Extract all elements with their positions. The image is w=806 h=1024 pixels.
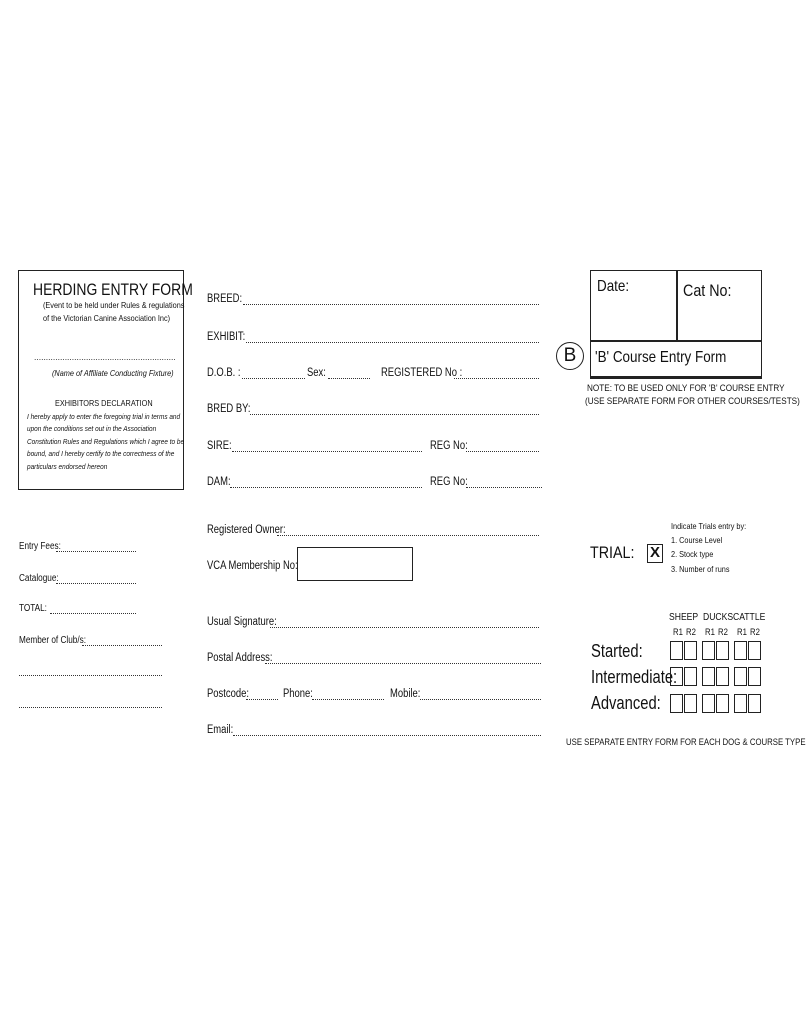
club-line-2[interactable] [19,707,162,708]
declaration-title: EXHIBITORS DECLARATION [55,398,153,408]
catalogue-label: Catalogue: [19,573,59,584]
level-advanced-label: Advanced: [591,693,661,713]
indicate-item-1: 1. Course Level [671,535,723,545]
course-note-line-2: (USE SEPARATE FORM FOR OTHER COURSES/TESTS) [585,396,800,407]
advanced-cattle-r1-box[interactable] [734,694,747,713]
postal-address-field[interactable] [265,663,541,664]
dob-field[interactable] [242,378,305,379]
trial-check-mark: X [649,544,660,561]
form-title: HERDING ENTRY FORM [33,280,193,299]
intermediate-sheep-r2-box[interactable] [684,667,697,686]
intermediate-sheep-r1-box[interactable] [670,667,683,686]
mobile-label: Mobile: [390,688,421,700]
mobile-field[interactable] [420,699,541,700]
dam-reg-label: REG No: [430,476,468,488]
advanced-ducks-r2-box[interactable] [716,694,729,713]
started-sheep-r2-box[interactable] [684,641,697,660]
indicate-item-3: 3. Number of runs [671,564,730,574]
course-title: 'B' Course Entry Form [595,349,727,366]
sire-label: SIRE: [207,440,232,452]
started-ducks-r2-box[interactable] [716,641,729,660]
level-started-label: Started: [591,641,643,661]
course-title-top-rule [590,340,762,342]
cattle-r1-label: R1 [737,627,747,637]
date-catno-divider [676,270,678,341]
sheep-r2-label: R2 [686,627,696,637]
intermediate-ducks-r2-box[interactable] [716,667,729,686]
declaration-text [27,411,184,473]
trial-label: TRIAL: [590,543,635,562]
entry-fees-label: Entry Fees: [19,541,61,552]
exhibit-label: EXHIBIT: [207,331,246,343]
club-line-1[interactable] [19,675,162,676]
intermediate-cattle-r1-box[interactable] [734,667,747,686]
sire-field[interactable] [232,451,422,452]
breed-label: BREED: [207,293,243,305]
intermediate-ducks-r1-box[interactable] [702,667,715,686]
started-cattle-r2-box[interactable] [748,641,761,660]
course-note-line-1: NOTE: TO BE USED ONLY FOR 'B' COURSE ENTRY [587,383,785,394]
stock-cattle-label: CATTLE [733,612,766,623]
sire-reg-label: REG No: [430,440,468,452]
total-label: TOTAL: [19,603,47,614]
indicate-item-2: 2. Stock type [671,549,714,559]
vca-membership-input[interactable] [297,547,413,581]
dam-field[interactable] [230,487,422,488]
affiliate-name-field[interactable]: ............................................................ [34,352,176,362]
trial-checkbox[interactable] [647,544,663,563]
stock-sheep-label: SHEEP [669,612,699,623]
cat-no-label[interactable]: Cat No: [683,281,732,300]
phone-field[interactable] [312,699,384,700]
advanced-ducks-r1-box[interactable] [702,694,715,713]
declaration-line: Constitution Rules and Regulations which I agree to be [27,436,185,446]
declaration-line: I hereby apply to enter the foregoing trial in terms and [27,412,181,421]
cattle-r2-label: R2 [750,627,760,637]
course-letter-badge [556,342,584,370]
subtitle-line-2: of the Victorian Canine Association Inc) [43,313,171,323]
breed-field[interactable] [243,304,539,305]
catalogue-field[interactable] [56,583,136,584]
declaration-line: particulars endorsed hereon [27,461,108,471]
started-ducks-r1-box[interactable] [702,641,715,660]
postcode-field[interactable] [246,699,278,700]
intermediate-cattle-r2-box[interactable] [748,667,761,686]
dam-reg-field[interactable] [466,487,542,488]
level-intermediate-label: Intermediate: [591,667,678,687]
date-label[interactable]: Date: [597,278,630,295]
declaration-line: bound, and I hereby certify to the correctness of the [27,449,175,459]
sex-field[interactable] [328,378,370,379]
postal-address-label: Postal Address: [207,652,273,664]
started-cattle-r1-box[interactable] [734,641,747,660]
phone-label: Phone: [283,688,313,700]
bred-by-label: BRED BY: [207,403,251,415]
usual-signature-field[interactable] [270,627,539,628]
ducks-r1-label: R1 [705,627,715,637]
course-letter: B [563,345,577,366]
exhibit-field[interactable] [246,342,539,343]
usual-signature-label: Usual Signature: [207,616,277,628]
advanced-sheep-r1-box[interactable] [670,694,683,713]
started-sheep-r1-box[interactable] [670,641,683,660]
registered-no-field[interactable] [454,378,539,379]
email-label: Email: [207,724,234,736]
ducks-r2-label: R2 [718,627,728,637]
stock-ducks-label: DUCKS [703,612,734,623]
course-title-bottom-rule [590,376,762,378]
member-of-clubs-label: Member of Club/s: [19,635,86,646]
email-field[interactable] [233,735,541,736]
affiliate-caption: (Name of Affiliate Conducting Fixture) [52,368,174,378]
postcode-label: Postcode: [207,688,249,700]
entry-fees-field[interactable] [56,551,136,552]
sheep-r1-label: R1 [673,627,683,637]
member-of-clubs-field[interactable] [82,645,162,646]
advanced-cattle-r2-box[interactable] [748,694,761,713]
advanced-sheep-r2-box[interactable] [684,694,697,713]
bred-by-field[interactable] [250,414,539,415]
registered-owner-field[interactable] [277,535,539,536]
total-field[interactable] [50,613,136,614]
registered-no-label: REGISTERED No : [381,367,463,379]
indicate-title: Indicate Trials entry by: [671,521,747,531]
subtitle-line-1: (Event to be held under Rules & regulations [43,300,185,310]
registered-owner-label: Registered Owner: [207,524,286,536]
sire-reg-field[interactable] [466,451,539,452]
dob-label: D.O.B. : [207,367,241,379]
sex-label: Sex: [307,367,326,379]
vca-membership-label: VCA Membership No: [207,560,298,572]
declaration-line: upon the conditions set out in the Association [27,424,157,434]
dam-label: DAM: [207,476,231,488]
footer-note: USE SEPARATE ENTRY FORM FOR EACH DOG & COURSE TYPE [566,737,806,748]
